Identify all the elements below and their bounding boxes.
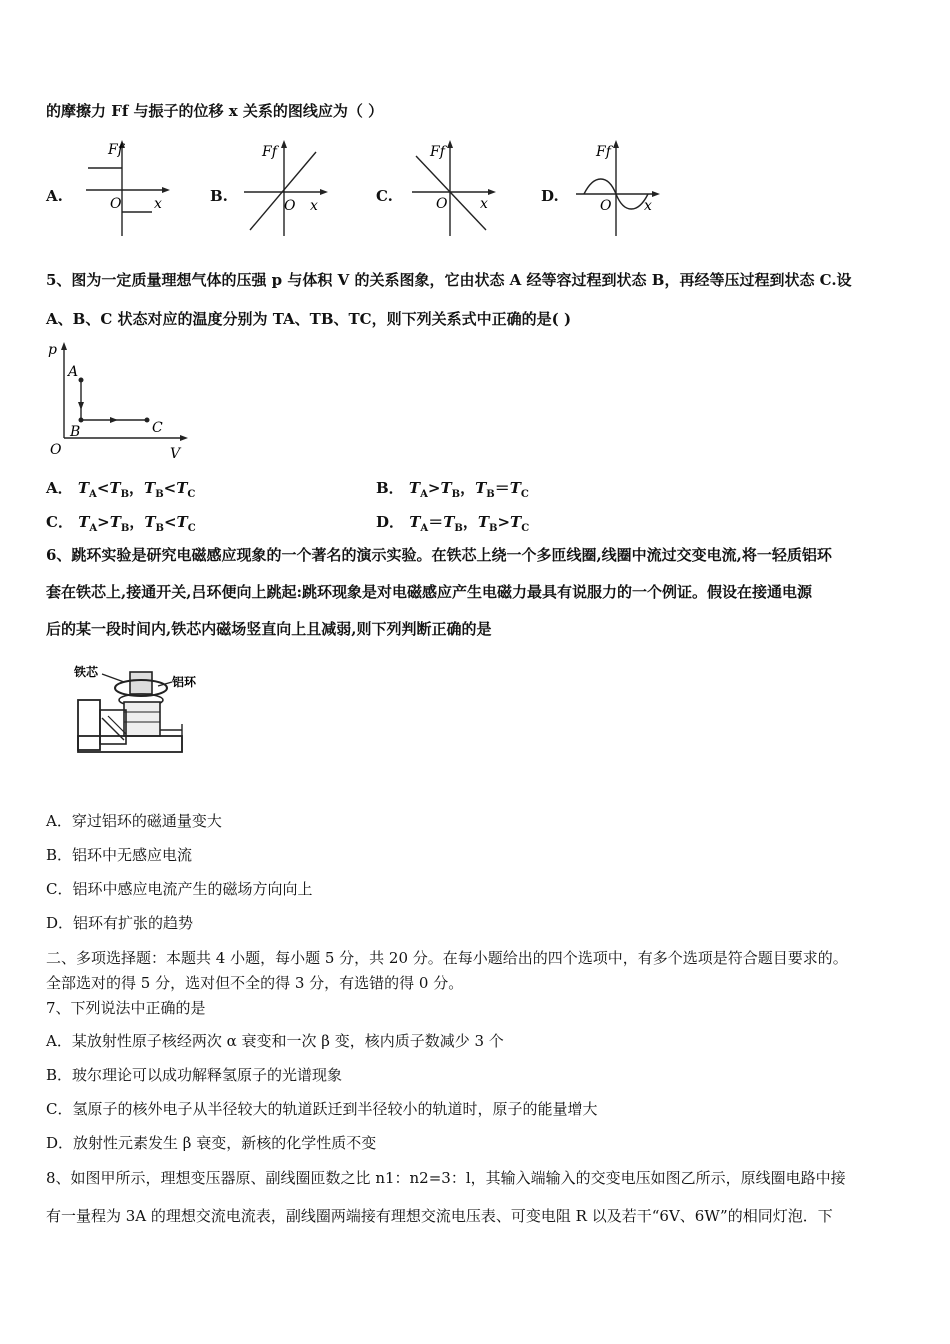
q6-stem-line1: 6、跳环实验是研究电磁感应现象的一个著名的演示实验。在铁芯上绕一个多匝线圈,线圈中流过交变电流,将一轻质铝环 (46, 546, 832, 564)
q4-graph-b (240, 138, 332, 238)
q4-option-d-label[interactable]: D. (541, 187, 559, 205)
q4d-origin: O (600, 198, 612, 214)
q5-axis-v: V (170, 446, 181, 462)
q7-option-c[interactable]: C．氢原子的核外电子从半径较大的轨道跃迁到半径较小的轨道时，原子的能量增大 (46, 1100, 598, 1118)
section2-line2: 全部选对的得 5 分，选对但不全的得 3 分，有选错的得 0 分。 (46, 974, 464, 992)
q7-stem: 7、下列说法中正确的是 (46, 999, 206, 1017)
q6-stem-line3: 后的某一段时间内,铁芯内磁场竖直向上且减弱,则下列判断正确的是 (46, 620, 492, 638)
q4-option-a-label[interactable]: A. (46, 187, 63, 205)
q6-option-a[interactable]: A．穿过铝环的磁通量变大 (46, 812, 222, 830)
q5-stem-line1: 5、图为一定质量理想气体的压强 p 与体积 V 的关系图象，它由状态 A 经等容过程到状态 B，再经等压过程到状态 C.设 (46, 271, 852, 289)
q4c-origin: O (436, 196, 448, 212)
q6-stem-line2: 套在铁芯上,接通开关,吕环便向上跳起:跳环现象是对电磁感应产生电磁力最具有说服力的一个例证。假设在接通电源 (46, 583, 812, 601)
q6-option-c[interactable]: C．铝环中感应电流产生的磁场方向向上 (46, 880, 313, 898)
q4-option-b-label[interactable]: B. (210, 187, 228, 205)
q6-label-core: 铁芯 (74, 665, 99, 679)
q4b-axis-x: x (310, 198, 318, 214)
q5-origin: O (50, 442, 62, 458)
q4a-origin: O (110, 196, 122, 212)
q6-option-b[interactable]: B．铝环中无感应电流 (46, 846, 193, 864)
q7-option-d[interactable]: D．放射性元素发生 β 衰变，新核的化学性质不变 (46, 1134, 377, 1152)
q4d-axis-y: Ff (596, 144, 611, 160)
q4-stem: 的摩擦力 Ff 与振子的位移 x 关系的图线应为（ ） (46, 102, 384, 120)
q4c-axis-y: Ff (430, 144, 445, 160)
q5-stem-line2: A、B、C 状态对应的温度分别为 TA、TB、TC，则下列关系式中正确的是( ) (46, 310, 572, 328)
q8-stem-line1: 8、如图甲所示，理想变压器原、副线圈匝数之比 n1：n2=3：l，其输入端输入的交变电压如图乙所示，原线圈电路中接 (46, 1169, 846, 1187)
q4-option-c-label[interactable]: C. (376, 187, 393, 205)
q6-apparatus-figure (72, 660, 207, 765)
q7-option-a[interactable]: A．某放射性原子核经两次 α 衰变和一次 β 变，核内质子数减少 3 个 (46, 1032, 504, 1050)
q4-graph-d (572, 138, 664, 238)
q4d-axis-x: x (644, 198, 652, 214)
q5-option-b[interactable]: B． $T_A>T_B$，$T_B=T_C$ (376, 479, 529, 500)
q4a-axis-x: x (154, 196, 162, 212)
q4b-origin: O (284, 198, 296, 214)
q4a-axis-y: Ff (108, 142, 123, 158)
q6-label-ring: 铝环 (172, 675, 197, 689)
section2-line1: 二、多项选择题：本题共 4 小题，每小题 5 分，共 20 分。在每小题给出的四个选项中，有多个选项是符合题目要求的。 (46, 949, 848, 967)
q5-option-d[interactable]: D． $T_A=T_B$，$T_B>T_C$ (376, 513, 530, 534)
q5-pv-graph (44, 340, 194, 465)
q5-option-c[interactable]: C． $T_A>T_B$，$T_B<T_C$ (46, 513, 196, 534)
q4-graph-a (80, 138, 172, 238)
q4c-axis-x: x (480, 196, 488, 212)
q8-stem-line2: 有一量程为 3A 的理想交流电流表，副线圈两端接有理想交流电压表、可变电阻 R 以及若干“6V、6W”的相同灯泡．下 (46, 1207, 833, 1225)
q5-point-c: C (152, 420, 163, 436)
q5-option-a[interactable]: A． $T_A<T_B$，$T_B<T_C$ (46, 479, 196, 500)
q4-graph-c (406, 138, 506, 238)
q4b-axis-y: Ff (262, 144, 277, 160)
q6-option-d[interactable]: D．铝环有扩张的趋势 (46, 914, 194, 932)
q5-point-b: B (70, 424, 81, 440)
q7-option-b[interactable]: B．玻尔理论可以成功解释氢原子的光谱现象 (46, 1066, 343, 1084)
q5-point-a: A (68, 364, 79, 380)
q5-axis-p: p (48, 342, 57, 358)
